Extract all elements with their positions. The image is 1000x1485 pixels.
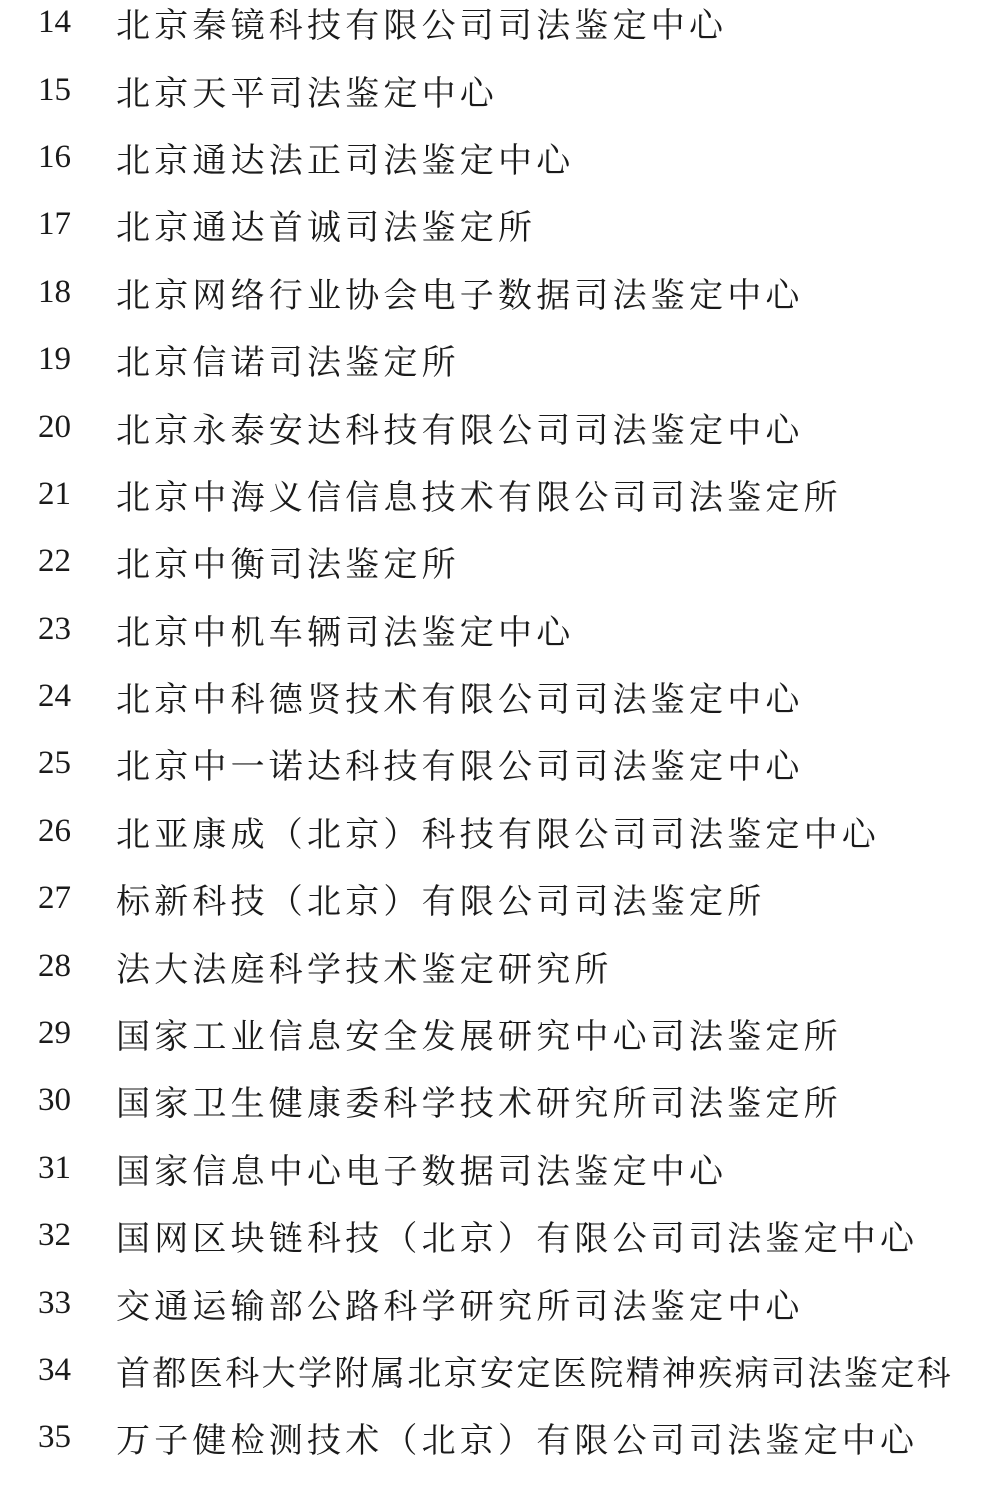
list-item [0,1337,1000,1404]
list-item [0,326,1000,393]
item-name: 国家工业信息安全发展研究中心司法鉴定所 [116,1017,842,1058]
list-item [0,865,1000,932]
item-number: 15 [38,71,71,108]
item-name: 北京中机车辆司法鉴定中心 [116,612,575,653]
item-number: 16 [38,138,71,175]
item-name: 北京网络行业协会电子数据司法鉴定中心 [116,275,804,316]
item-name: 北京中衡司法鉴定所 [116,545,460,586]
item-name: 北京信诺司法鉴定所 [116,343,460,384]
item-number: 25 [38,745,71,782]
item-name: 法大法庭科学技术鉴定研究所 [116,949,613,990]
item-name: 北京天平司法鉴定中心 [116,73,498,114]
item-name: 国家卫生健康委科学技术研究所司法鉴定所 [116,1084,842,1125]
item-number: 30 [38,1082,71,1119]
list-item [0,1067,1000,1134]
item-name: 北京通达法正司法鉴定中心 [116,140,575,181]
list-item [0,596,1000,663]
item-number: 32 [38,1217,71,1254]
item-name: 北京中一诺达科技有限公司司法鉴定中心 [116,747,804,788]
item-name: 首都医科大学附属北京安定医院精神疾病司法鉴定科 [116,1354,954,1394]
list-item [0,191,1000,258]
item-number: 26 [38,812,71,849]
list-item [0,124,1000,191]
item-number: 22 [38,543,71,580]
list-item [0,663,1000,730]
list-item [0,798,1000,865]
item-number: 24 [38,678,71,715]
item-number: 31 [38,1149,71,1186]
item-number: 33 [38,1284,71,1321]
list-item [0,932,1000,999]
item-number: 35 [38,1419,71,1456]
item-number: 23 [38,610,71,647]
item-number: 27 [38,880,71,917]
list-item [0,1000,1000,1067]
item-name: 北京中海义信信息技术有限公司司法鉴定所 [116,477,842,518]
item-number: 21 [38,475,71,512]
list-item [0,1269,1000,1336]
item-number: 18 [38,273,71,310]
item-number: 14 [38,4,71,41]
list-item [0,56,1000,123]
item-name: 万子健检测技术（北京）有限公司司法鉴定中心 [116,1421,919,1462]
item-name: 国网区块链科技（北京）有限公司司法鉴定中心 [116,1219,919,1260]
list-item [0,730,1000,797]
item-name: 北京秦镜科技有限公司司法鉴定中心 [116,6,728,47]
list-item [0,259,1000,326]
item-name: 北亚康成（北京）科技有限公司司法鉴定中心 [116,814,880,855]
item-name: 标新科技（北京）有限公司司法鉴定所 [116,882,766,923]
item-number: 28 [38,947,71,984]
item-number: 17 [38,206,71,243]
list-item [0,393,1000,460]
item-name: 交通运输部公路科学研究所司法鉴定中心 [116,1286,804,1327]
item-number: 19 [38,341,71,378]
list-item [0,1135,1000,1202]
item-number: 29 [38,1015,71,1052]
list-item [0,461,1000,528]
item-name: 北京中科德贤技术有限公司司法鉴定中心 [116,680,804,721]
list-item [0,1202,1000,1269]
item-name: 北京永泰安达科技有限公司司法鉴定中心 [116,410,804,451]
item-name: 北京通达首诚司法鉴定所 [116,208,537,249]
item-number: 34 [38,1352,71,1388]
item-number: 20 [38,408,71,445]
item-name: 国家信息中心电子数据司法鉴定中心 [116,1151,728,1192]
list-item [0,1404,1000,1471]
list-item [0,528,1000,595]
list-item [0,0,1000,56]
